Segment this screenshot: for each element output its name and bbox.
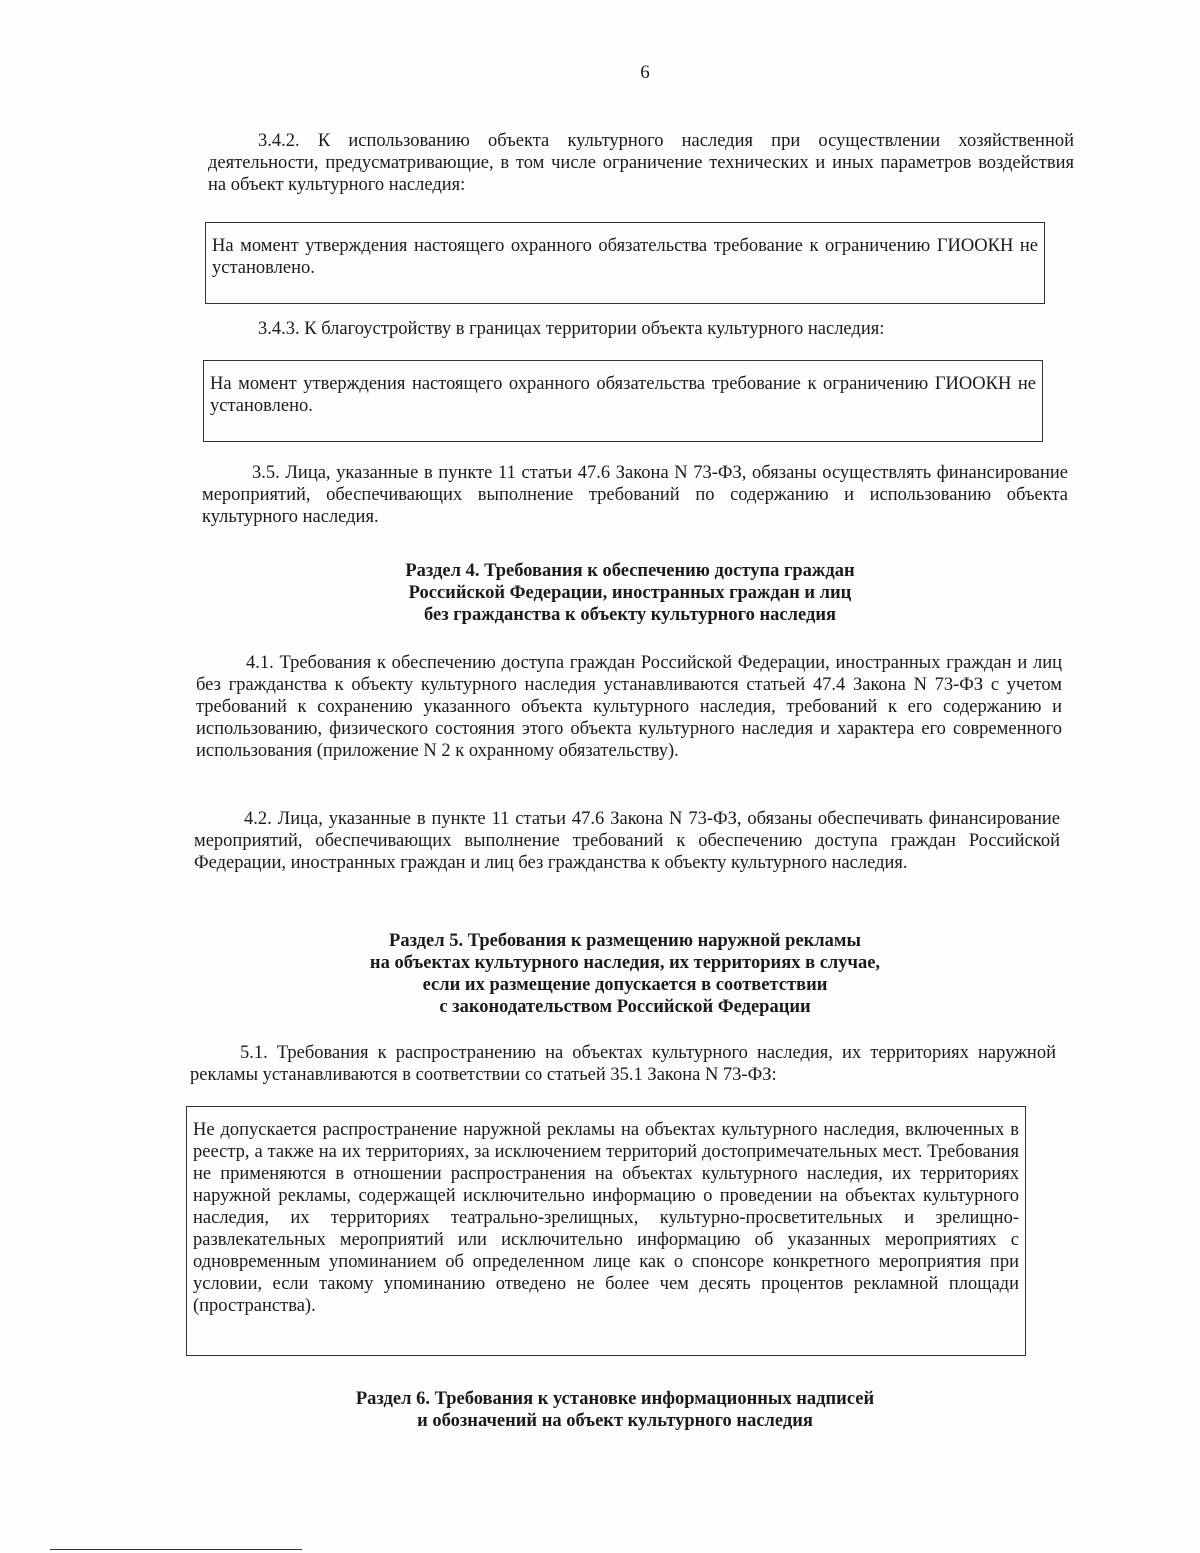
section-4-heading-line-1: Раздел 4. Требования к обеспечению доступа граждан — [405, 561, 855, 581]
section-5-heading-line-4: с законодательством Российской Федерации — [439, 997, 811, 1017]
section-6-heading-line-1: Раздел 6. Требования к установке информационных надписей — [355, 1389, 875, 1409]
section-4-heading — [280, 560, 980, 626]
paragraph-3-5-text: 3.5. Лица, указанные в пункте 11 статьи 47.6 Закона N 73-ФЗ, обязаны осуществлять финансирование мероприятий, обеспечивающих выполнение требований по содержанию и использованию объекта культурного наследия. — [202, 463, 1068, 527]
page-number: 6 — [640, 62, 650, 83]
section-5-heading — [270, 930, 980, 1018]
paragraph-4-1 — [196, 652, 1062, 762]
paragraph-4-2 — [194, 808, 1060, 874]
requirement-box-3-4-2-text: На момент утверждения настоящего охранного обязательства требование к ограничению ГИООКН не установлено. — [212, 236, 1038, 278]
section-6-heading-line-2: и обозначений на объект культурного наследия — [417, 1411, 813, 1431]
paragraph-3-4-3-text: 3.4.3. К благоустройству в границах территории объекта культурного наследия: — [258, 319, 885, 339]
section-5-heading-line-2: на объектах культурного наследия, их территориях в случае, — [369, 953, 881, 973]
footnote-separator-line — [50, 1549, 302, 1550]
section-5-heading-line-1: Раздел 5. Требования к размещению наружной рекламы — [389, 931, 861, 951]
section-4-heading-line-3: без гражданства к объекту культурного наследия — [423, 605, 836, 625]
paragraph-4-1-text: 4.1. Требования к обеспечению доступа граждан Российской Федерации, иностранных граждан и лиц без гражданства к объекту культурного наследия устанавливаются статьей 47.4 Закона N 73-ФЗ с учетом требований к сохранению указанного объекта культурного наследия, требований к его содержанию и использованию, физического состояния этого объекта культурного наследия и характера его современного использования (приложение N 2 к охранному обязательству). — [196, 653, 1062, 761]
requirement-box-3-4-3 — [203, 360, 1043, 442]
requirement-box-3-4-2 — [205, 222, 1045, 304]
section-5-heading-line-3: если их размещение допускается в соответствии — [422, 975, 828, 995]
paragraph-5-1-text: 5.1. Требования к распространению на объектах культурного наследия, их территориях наружной рекламы устанавливаются в соответствии со статьей 35.1 Закона N 73-ФЗ: — [190, 1043, 1056, 1085]
section-4-heading-line-2: Российской Федерации, иностранных граждан и лиц — [408, 583, 852, 603]
paragraph-3-4-2-text: 3.4.2. К использованию объекта культурного наследия при осуществлении хозяйственной деятельности, предусматривающие, в том числе ограничение технических и иных параметров воздействия на объект культурного наследия: — [208, 131, 1074, 195]
requirement-box-3-4-3-text: На момент утверждения настоящего охранного обязательства требование к ограничению ГИООКН не установлено. — [210, 374, 1036, 416]
paragraph-4-2-text: 4.2. Лица, указанные в пункте 11 статьи 47.6 Закона N 73-ФЗ, обязаны обеспечивать финансирование мероприятий, обеспечивающих выполнение требований к обеспечению доступа граждан Российской Федерации, иностранных граждан и лиц без гражданства к объекту культурного наследия. — [194, 809, 1060, 873]
paragraph-3-4-3 — [208, 318, 1074, 340]
paragraph-3-4-2 — [208, 130, 1074, 196]
paragraph-5-1 — [190, 1042, 1056, 1086]
section-6-heading — [260, 1388, 970, 1432]
requirement-box-5-1 — [186, 1106, 1026, 1356]
requirement-box-5-1-text: Не допускается распространение наружной рекламы на объектах культурного наследия, включенных в реестр, а также на их территориях, за исключением территорий достопримечательных мест. Требования не применяются в отношении распространения на объектах культурного наследия, их территориях наружной рекламы, содержащей исключительно информацию о проведении на объектах культурного наследия, их территориях театрально-зрелищных, культурно-просветительных и зрелищно-развлекательных мероприятий или исключительно информацию об указанных мероприятиях с одновременным упоминанием об определенном лице как о спонсоре конкретного мероприятия при условии, если такому упоминанию отведено не более чем десять процентов рекламной площади (пространства). — [193, 1120, 1019, 1316]
paragraph-3-5 — [202, 462, 1068, 528]
